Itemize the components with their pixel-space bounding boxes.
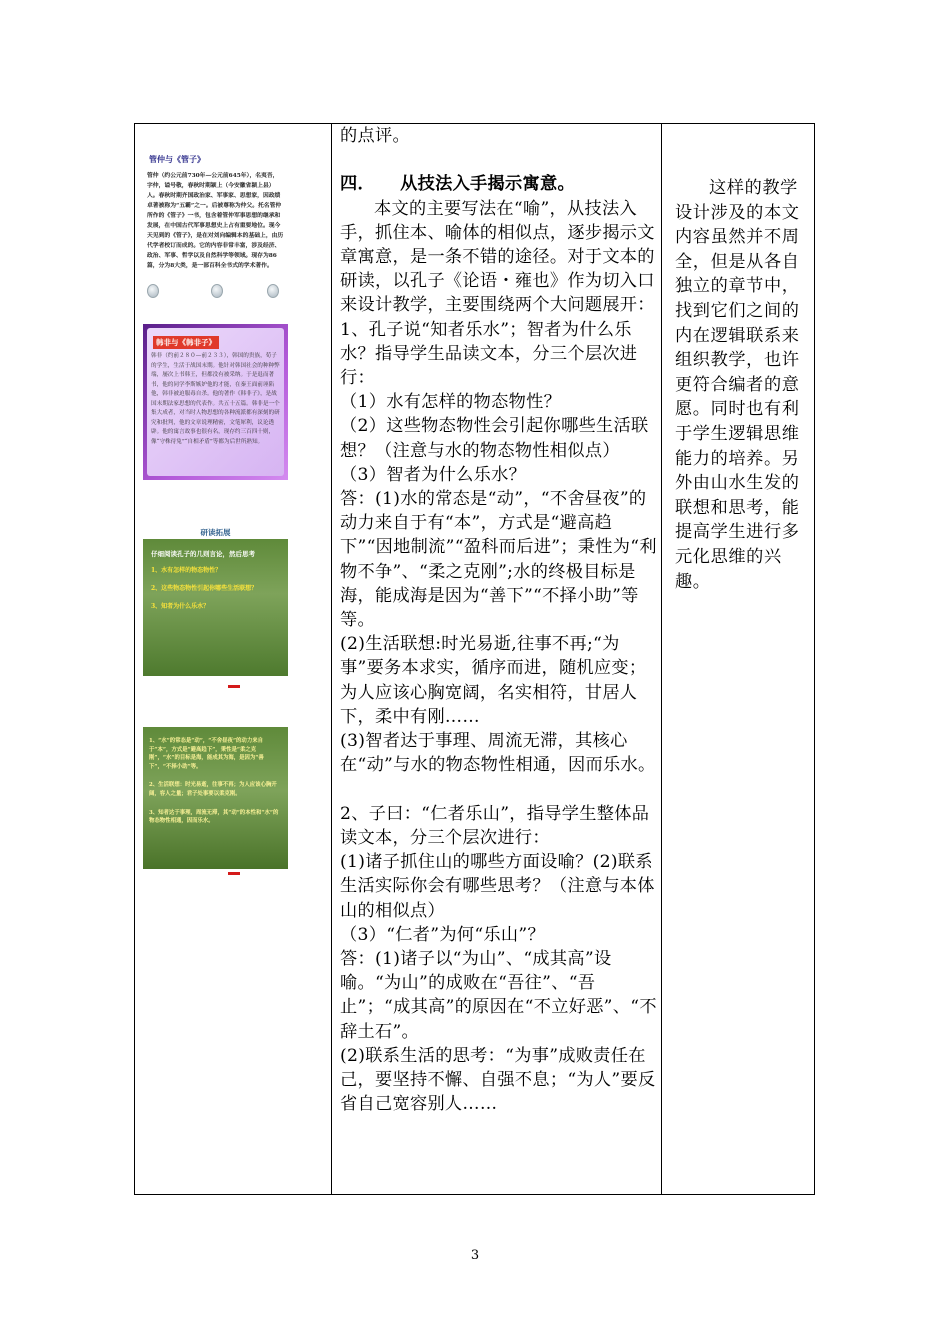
paragraph: (1)诸子抓住山的哪些方面设喻？(2)联系生活实际你会有哪些思考？（注意与本体山的相似点） [340, 852, 655, 921]
slide-question: 1、水有怎样的物态物性？ [151, 567, 222, 574]
section-heading: 四． 从技法入手揭示寓意。 [340, 174, 575, 195]
paragraph: (3)智者达于事理、周流无滞，其核心在“动”与水的物态物性相通，因而乐水。 [340, 731, 656, 776]
column-divider [331, 124, 332, 1194]
paragraph [340, 777, 660, 801]
red-marker [228, 872, 240, 875]
red-marker [228, 685, 240, 688]
slide-guanzi [143, 134, 288, 314]
paragraph [340, 148, 660, 172]
paragraph: 的点评。 [340, 126, 410, 146]
paragraph: 1、孔子说“知者乐水”；智者为什么乐水？指导学生品读文本，分三个层次进行： [340, 319, 638, 389]
slide-panel [147, 328, 284, 476]
slide-answers [143, 727, 288, 869]
slide-answer: 1、“水”的常态是“动”，“不舍昼夜”的动力来自于“本”，方式是“避高趋下”，秉性是“柔之克刚”，“水”的目标是海，能成其为海，是因为“善下”，“不择小助”等。 [149, 738, 264, 770]
commentary-column [675, 124, 805, 1194]
slides-column [135, 124, 331, 1194]
slide-title: 管仲与《管子》 [149, 154, 205, 164]
paragraph: （3）“仁者”为何“乐山”？ [340, 924, 545, 945]
paragraph: 答：(1)诸子以“为山”、“成其高”设喻。“为山”的成败在“吾往”、“吾止”；“成其高”的原因在“不立好恶”、“不辞土石”。 [340, 948, 657, 1042]
commentary-text: 这样的教学设计涉及的本文内容虽然并不周全，但是从各自独立的章节中，找到它们之间的内在逻辑联系来组织教学，也许更符合编者的意愿。同时也有利于学生逻辑思维能力的培养。另外由山水生发的联想和思考，能提高学生进行多元化思维的兴趣。 [675, 178, 800, 592]
paragraph: (2)生活联想:时光易逝,往事不再;“为事”要务本求实，循序而进，随机应变；为人应该心胸宽阔，名实相符，甘居人下，柔中有刚…… [340, 634, 647, 727]
column-divider [661, 124, 662, 1194]
slide-questions [143, 539, 288, 676]
slide-question: 2、这些物态物性引起你哪些生活联想？ [151, 585, 258, 592]
lesson-text-column [340, 124, 660, 1194]
paragraph: (2)联系生活的思考：“为事”成败责任在己，要坚持不懈、自强不息；“为人”要反省自己宽容别人…… [340, 1045, 656, 1115]
slide-hanfeizi [143, 324, 288, 480]
slide-title: 韩非与《韩非子》 [153, 336, 219, 349]
slide-body: 韩非（约前２８０—前２３３），韩国的贵族，荀子的学生，生活于战国末期。他针对韩国社会的种种弊端，屡次上书韩王，但都没有被采纳。于是退而著书，他的同学李斯嫉妒他的才能，在秦王面前诬陷他，韩非被迫服毒自杀。他的著作《韩非子》，是战国末期法家思想的代表作。共五十五篇。韩非是一个集大成者，对当时人物思想的各种流派都有深刻的研究和批判，他的文章说理精密，文笔犀利，议论透辟。他的寓言故事也很有名，现存约三百四十则，像“守株待兔”“自相矛盾”等都为后世所熟知。 [151, 353, 280, 445]
paragraph: （2）这些物态物性会引起你哪些生活联想？（注意与水的物态物性相似点） [340, 416, 649, 461]
nav-button-icon [211, 284, 223, 298]
paragraph: （3）智者为什么乐水？ [340, 464, 527, 485]
slide-title: 仔细阅读孔子的几则言论，然后思考 [151, 550, 255, 558]
slide-question: 3、知者为什么乐水？ [151, 603, 210, 610]
slide-body: 管仲（约公元前730年—公元前645年），名夷吾，字仲，谥号敬，春秋时期颍上（今安徽省颍上县）人。春秋时期齐国政治家、军事家、思想家，因政绩卓著被称为“五霸”之一。后被尊称为仲父。托名管仲所作的《管子》一书，包含着管仲军事思想的继承和发展，在中国古代军事思想史上占有重要地位。现今天见到的《管子》，是在对刘向编辑本的基础上，由历代学者校订而成的。它的内容非常丰富，涉及经济、政治、军事、哲学以及自然科学等领域。现存为86篇，分为8大类，是一部百科全书式的学术著作。 [147, 173, 284, 269]
slide-heading: 研读拓展 [200, 528, 231, 537]
page-number: 3 [470, 1248, 480, 1263]
slide-answer: 3、知者达于事理，周流无滞，其“动”的本性和“水”的物态物性相通，因而乐水。 [149, 809, 279, 825]
lesson-table [134, 123, 815, 1195]
nav-button-icon [267, 284, 279, 298]
nav-button-icon [147, 284, 159, 298]
paragraph: 答：(1)水的常态是“动”，“不舍昼夜”的动力来自于有“本”，方式是“避高趋下”“因地制流”“盈科而后进”；秉性为“利物不争”、“柔之克刚”;水的终极目标是海，能成海是因为“善下”“不择小助”等等。 [340, 489, 657, 631]
slide-answer: 2、生活联想：时光易逝，往事不再；为人应该心胸开阔，容人之量；君子处事要以柔克刚。 [149, 782, 277, 797]
slide-nav [143, 284, 288, 298]
paragraph: 本文的主要写法在“喻”，从技法入手，抓住本、喻体的相似点，逐步揭示文章寓意，是一条不错的途径。对于文本的研读，以孔子《论语・雍也》作为切入口来设计教学，主要围绕两个大问题展开： [340, 198, 655, 316]
paragraph: （1）水有怎样的物态物性？ [340, 392, 562, 413]
paragraph: 2、子曰：“仁者乐山”，指导学生整体品读文本，分三个层次进行： [340, 803, 650, 848]
